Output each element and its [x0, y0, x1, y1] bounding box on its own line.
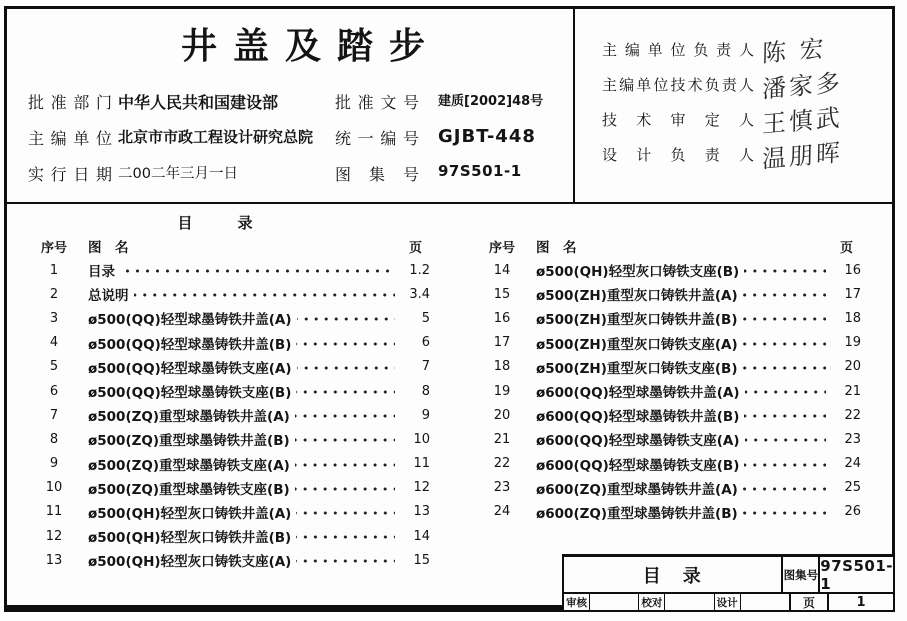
check-blank-cell — [665, 594, 714, 611]
dot-leader — [295, 458, 395, 472]
unified-no-value: GJBT-448 — [438, 126, 536, 147]
signature-row-chief — [576, 34, 895, 68]
atlas-no-label: 图集号 — [335, 165, 419, 184]
dot-leader — [743, 506, 826, 520]
toc-row — [30, 427, 432, 451]
check-label: 校对 — [639, 594, 665, 611]
toc-row — [30, 524, 432, 548]
toc-row-name: 总说明 — [88, 288, 129, 305]
toc-row — [478, 258, 863, 282]
toc-header-row — [30, 234, 432, 258]
approval-docno-label: 批准文号 — [335, 93, 419, 112]
toc-rows-left — [30, 258, 432, 572]
toc-row-name: ø500(ZQ)重型球墨铸铁井盖(A) — [88, 409, 290, 426]
signature-row-design — [576, 138, 895, 174]
toc-row-name: ø500(ZQ)重型球墨铸铁支座(A) — [88, 457, 290, 474]
toc-row-page: 1.2 — [409, 262, 430, 278]
signature-row-review — [576, 103, 895, 139]
toc-row — [478, 500, 863, 524]
toc-row-name: ø600(QQ)轻型球墨铸铁支座(B) — [536, 457, 740, 474]
toc-row-page: 17 — [844, 286, 861, 302]
toc-row — [30, 476, 432, 500]
page-value: 1 — [856, 595, 866, 610]
toc-row-no: 15 — [493, 286, 511, 302]
signature-box — [576, 6, 895, 202]
tech-reviewer-label: 技术审定人 — [602, 111, 754, 129]
dot-leader — [295, 433, 395, 447]
toc-row-no: 16 — [493, 310, 511, 326]
effective-date-value: 二00二年三月一日 — [118, 166, 238, 182]
meta-row-editor — [28, 126, 558, 148]
toc-row-no: 24 — [493, 504, 511, 520]
tech-reviewer-signature: 王慎武 — [761, 103, 844, 139]
toc-row — [30, 306, 432, 330]
design-label: 设计 — [715, 594, 741, 611]
toc-row — [478, 476, 863, 500]
toc-row — [478, 403, 863, 427]
chief-editor-value: 北京市市政工程设计研究总院 — [118, 128, 314, 146]
toc-row-no: 10 — [45, 480, 63, 496]
toc-row-no: 22 — [493, 456, 511, 472]
chief-resp-signature: 陈 宏 — [761, 34, 827, 68]
dot-leader — [296, 506, 395, 520]
toc-row-page: 15 — [413, 552, 430, 568]
dot-leader — [743, 312, 826, 326]
toc-header-name: 图 名 — [536, 240, 577, 256]
toc-row-page: 11 — [413, 456, 430, 472]
toc-row-no: 21 — [493, 431, 511, 447]
titleblock-bottom-row — [564, 594, 893, 611]
toc-column-left — [30, 234, 432, 571]
toc-row — [478, 355, 863, 379]
signature-row-tech — [576, 68, 895, 104]
toc-row-page: 16 — [844, 262, 861, 278]
toc-row-name: ø500(QH)轻型灰口铸铁支座(B) — [536, 264, 740, 281]
toc-row-page: 9 — [421, 407, 430, 423]
toc-row — [478, 379, 863, 403]
dot-leader — [743, 482, 826, 496]
toc-row-no: 3 — [49, 310, 59, 326]
toc-row-page: 26 — [844, 504, 861, 520]
toc-row-page: 10 — [413, 431, 430, 447]
toc-row — [30, 355, 432, 379]
dot-leader — [120, 264, 395, 278]
audit-blank-cell — [590, 594, 639, 611]
toc-row-no: 5 — [49, 359, 59, 375]
dot-leader — [743, 288, 826, 302]
dot-leader — [296, 554, 395, 568]
toc-row-page: 12 — [413, 480, 430, 496]
dot-leader — [296, 530, 395, 544]
toc-row-no: 13 — [45, 552, 63, 568]
unified-no-label: 统一编号 — [335, 129, 419, 148]
dot-leader — [744, 264, 826, 278]
toc-header-no: 序号 — [488, 240, 515, 256]
toc-row-page: 6 — [421, 335, 430, 351]
toc-row-name: ø500(QH)轻型灰口铸铁井盖(B) — [88, 530, 292, 547]
toc-row — [30, 282, 432, 306]
toc-row-page: 23 — [844, 431, 861, 447]
meta-row-approval — [28, 90, 558, 112]
toc-header-no: 序号 — [40, 240, 67, 256]
toc-row-name: ø500(QH)轻型灰口铸铁井盖(A) — [88, 505, 292, 522]
dot-leader — [297, 361, 395, 375]
toc-row-name: ø500(QH)轻型灰口铸铁支座(A) — [88, 554, 292, 571]
approval-dept-label: 批准部门 — [28, 93, 112, 112]
approval-docno-value: 建质[2002]48号 — [438, 94, 544, 109]
dot-leader — [743, 337, 826, 351]
design-resp-label: 设计负责人 — [602, 146, 754, 164]
toc-row-page: 13 — [413, 504, 430, 520]
toc-row-name: ø500(ZH)重型灰口铸铁支座(A) — [536, 336, 738, 353]
toc-row-name: ø500(ZH)重型灰口铸铁井盖(A) — [536, 288, 738, 305]
toc-row — [478, 282, 863, 306]
meta-row-date — [28, 162, 558, 184]
toc-row-no: 4 — [49, 335, 59, 351]
dot-leader — [745, 433, 826, 447]
toc-row-page: 5 — [421, 310, 430, 326]
toc-row-name: ø500(QQ)轻型球墨铸铁支座(A) — [88, 360, 292, 377]
toc-row-no: 14 — [493, 262, 511, 278]
toc-row — [30, 379, 432, 403]
toc-row-page: 24 — [844, 456, 861, 472]
toc-row — [30, 403, 432, 427]
dot-leader — [744, 409, 826, 423]
toc-row-page: 19 — [844, 335, 861, 351]
chief-editor-label: 主编单位 — [28, 129, 112, 148]
atlas-no-value: 97S501-1 — [438, 162, 522, 180]
toc-row-page: 7 — [421, 359, 430, 375]
toc-row-no: 23 — [493, 480, 511, 496]
toc-header-page: 页 — [839, 240, 853, 256]
toc-row-page: 20 — [844, 359, 861, 375]
toc-row-no: 6 — [49, 383, 59, 399]
dot-leader — [743, 361, 826, 375]
page-label: 页 — [791, 594, 829, 611]
dot-leader — [296, 337, 395, 351]
dot-leader — [744, 458, 826, 472]
toc-header-spacer — [582, 240, 819, 254]
toc-row-name: ø500(QQ)轻型球墨铸铁井盖(B) — [88, 336, 292, 353]
toc-row-page: 18 — [844, 310, 861, 326]
toc-row-no: 11 — [45, 504, 63, 520]
toc-row-name: ø500(ZQ)重型球墨铸铁井盖(B) — [88, 433, 290, 450]
toc-row-page: 25 — [844, 480, 861, 496]
design-blank-cell — [741, 594, 789, 611]
toc-row-name: ø600(QQ)轻型球墨铸铁支座(A) — [536, 433, 740, 450]
dot-leader — [295, 409, 395, 423]
toc-header-page: 页 — [408, 240, 422, 256]
toc-row-page: 8 — [421, 383, 430, 399]
effective-date-label: 实行日期 — [28, 165, 112, 184]
titleblock-atlas-value: 97S501-1 — [820, 556, 893, 593]
approval-dept-value: 中华人民共和国建设部 — [118, 93, 279, 112]
toc-row-page: 14 — [413, 528, 430, 544]
toc-row-name: ø500(ZQ)重型球墨铸铁支座(B) — [88, 481, 290, 498]
titleblock-atlas-label: 图集号 — [783, 557, 820, 592]
toc-heading: 目 录 — [177, 214, 253, 232]
dot-leader — [134, 288, 396, 302]
design-resp-signature: 温朋晖 — [761, 138, 844, 174]
titleblock-sign-cells — [564, 594, 791, 611]
toc-header-name: 图 名 — [88, 240, 129, 256]
toc-row — [30, 548, 432, 572]
toc-row — [478, 427, 863, 451]
toc-row — [478, 331, 863, 355]
toc-row-page: 3.4 — [409, 286, 430, 302]
toc-column-right — [478, 234, 863, 522]
toc-row-name: ø600(QQ)轻型球墨铸铁井盖(B) — [536, 409, 740, 426]
dot-leader — [295, 482, 395, 496]
dot-leader — [297, 312, 395, 326]
toc-header-spacer — [134, 240, 388, 254]
header-horizontal-divider — [4, 202, 895, 204]
toc-row-page: 22 — [844, 407, 861, 423]
toc-row-name: ø600(QQ)轻型球墨铸铁井盖(A) — [536, 385, 740, 402]
toc-row-name: ø600(ZQ)重型球墨铸铁井盖(A) — [536, 481, 738, 498]
toc-row-name: 目录 — [88, 264, 115, 281]
toc-row-no: 12 — [45, 528, 63, 544]
sheet-main-title: 井盖及踏步 — [180, 26, 441, 67]
toc-row-no: 2 — [49, 286, 59, 302]
audit-label: 审核 — [564, 594, 590, 611]
titleblock-sheet-title: 目 录 — [564, 557, 783, 592]
toc-row — [30, 500, 432, 524]
dot-leader — [745, 385, 826, 399]
toc-row — [30, 258, 432, 282]
toc-row-no: 17 — [493, 335, 511, 351]
toc-row-name: ø500(ZH)重型灰口铸铁支座(B) — [536, 360, 738, 377]
toc-row-no: 20 — [493, 407, 511, 423]
chief-resp-label: 主编单位负责人 — [602, 41, 754, 59]
header-vertical-divider — [573, 6, 575, 204]
tech-resp-label: 主编单位技术负责人 — [602, 76, 754, 94]
toc-row-no: 7 — [49, 407, 59, 423]
toc-row-name: ø600(ZQ)重型球墨铸铁井盖(B) — [536, 505, 738, 522]
toc-rows-right — [478, 258, 863, 524]
toc-row — [478, 452, 863, 476]
toc-header-row — [478, 234, 863, 258]
toc-row-name: ø500(ZH)重型灰口铸铁井盖(B) — [536, 312, 738, 329]
toc-row-page: 21 — [844, 383, 861, 399]
dot-leader — [296, 385, 395, 399]
toc-row — [30, 331, 432, 355]
toc-row-name: ø500(QQ)轻型球墨铸铁井盖(A) — [88, 312, 292, 329]
toc-row-no: 8 — [49, 431, 59, 447]
toc-row-no: 1 — [49, 262, 59, 278]
toc-row-no: 19 — [493, 383, 511, 399]
titleblock — [562, 554, 893, 610]
titleblock-top-row — [564, 557, 893, 594]
toc-row-name: ø500(QQ)轻型球墨铸铁支座(B) — [88, 385, 292, 402]
toc-row-no: 18 — [493, 359, 511, 375]
toc-row — [30, 452, 432, 476]
toc-row — [478, 306, 863, 330]
tech-resp-signature: 潘家多 — [761, 68, 844, 104]
toc-row-no: 9 — [49, 456, 59, 472]
